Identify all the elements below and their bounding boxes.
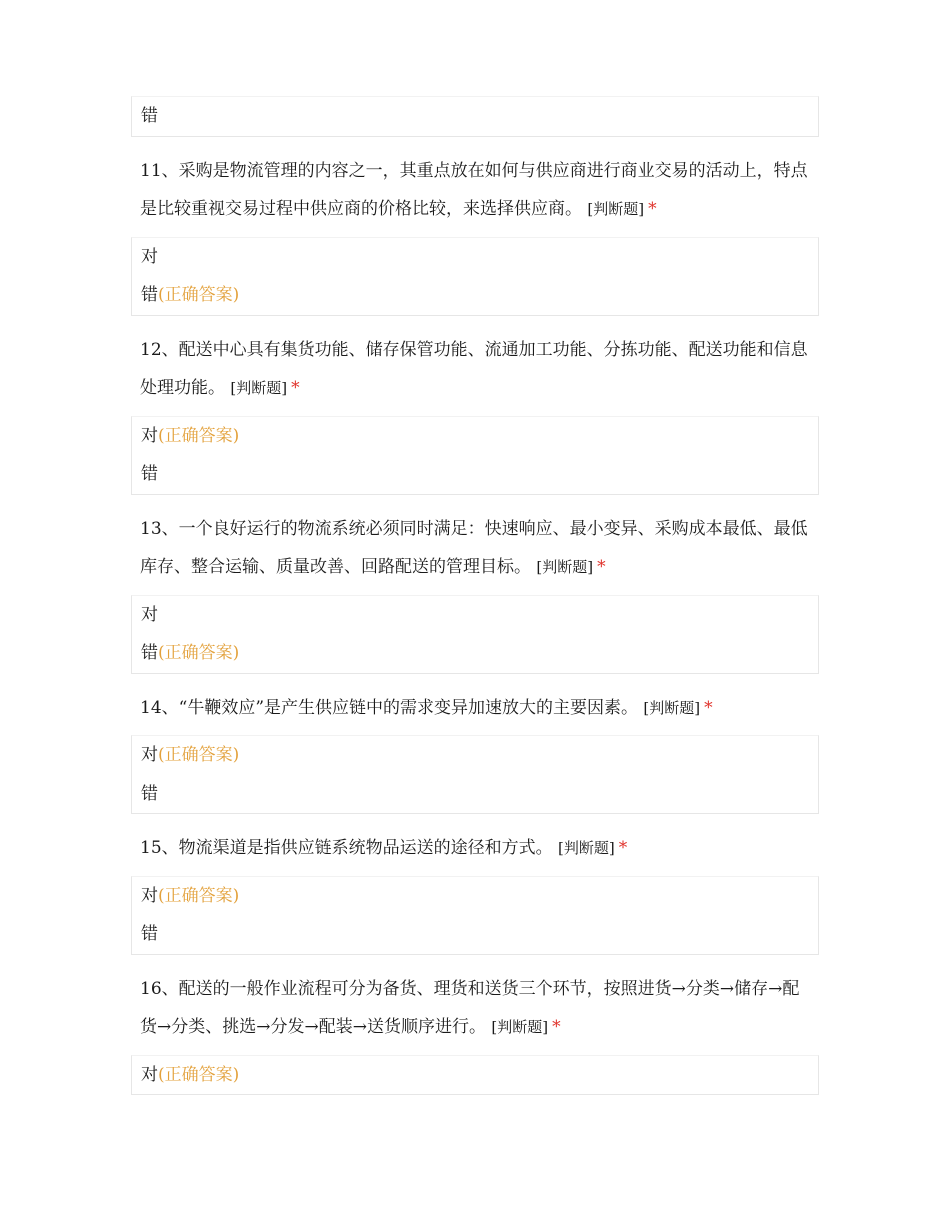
option <box>141 455 818 494</box>
question-text: 15、物流渠道是指供应链系统物品运送的途径和方式。 <box>140 838 553 858</box>
options-box <box>131 416 819 495</box>
question-type-tag: [判断题] <box>587 200 645 218</box>
question-title <box>131 137 811 237</box>
required-star: * <box>618 838 628 858</box>
option <box>141 238 818 277</box>
option-label: 对 <box>141 246 158 267</box>
question-title <box>131 955 811 1055</box>
question-text: 11、采购是物流管理的内容之一，其重点放在如何与供应商进行商业交易的活动上，特点是比较重视交易过程中供应商的价格比较，来选择供应商。 <box>140 160 808 219</box>
option <box>141 1056 818 1095</box>
correct-answer-mark: (正确答案) <box>158 285 240 305</box>
option <box>141 596 818 635</box>
survey-page <box>131 96 819 1095</box>
correct-answer-mark: (正确答案) <box>158 745 240 765</box>
correct-answer-mark: (正确答案) <box>158 643 240 663</box>
required-star: * <box>552 1017 561 1037</box>
question-title <box>131 495 811 595</box>
option <box>141 634 818 673</box>
question-text: 14、“牛鞭效应”是产生供应链中的需求变异加速放大的主要因素。 <box>140 697 639 718</box>
option-label: 错 <box>141 924 158 944</box>
required-star: * <box>597 557 606 577</box>
question-type-tag: [判断题] <box>558 839 615 857</box>
question-text: 16、配送的一般作业流程可分为备货、理货和送货三个环节，按照进货→分类→储存→配货→分类、挑选→分发→配装→送货顺序进行。 <box>140 978 800 1037</box>
question-type-tag: [判断题] <box>230 379 288 397</box>
options-box <box>131 96 819 137</box>
option-label: 对 <box>141 604 158 625</box>
question-title <box>131 674 811 736</box>
options-box <box>131 1055 819 1096</box>
option-label: 错 <box>141 464 158 484</box>
option-label: 对 <box>141 425 158 446</box>
option <box>141 915 818 954</box>
required-star: * <box>704 697 713 718</box>
option <box>141 276 818 315</box>
options-box <box>131 595 819 674</box>
options-box <box>131 876 819 955</box>
question-text: 12、配送中心具有集货功能、储存保管功能、流通加工功能、分拣功能、配送功能和信息处理功能。 <box>140 339 808 398</box>
option <box>141 736 818 775</box>
option <box>141 877 818 916</box>
option <box>141 417 818 456</box>
option-label: 错 <box>141 783 158 804</box>
option-label: 对 <box>141 745 158 765</box>
correct-answer-mark: (正确答案) <box>158 425 240 446</box>
correct-answer-mark: (正确答案) <box>158 1064 240 1085</box>
option-label: 对 <box>141 1064 158 1085</box>
option <box>141 97 818 136</box>
option-label: 对 <box>141 885 158 906</box>
options-box <box>131 735 819 814</box>
options-box <box>131 237 819 316</box>
option-label: 错 <box>141 643 158 663</box>
question-type-tag: [判断题] <box>491 1018 549 1036</box>
question-type-tag: [判断题] <box>536 558 594 576</box>
correct-answer-mark: (正确答案) <box>158 885 240 906</box>
question-type-tag: [判断题] <box>643 698 701 717</box>
question-text: 13、一个良好运行的物流系统必须同时满足：快速响应、最小变异、采购成本最低、最低库存、整合运输、质量改善、回路配送的管理目标。 <box>140 518 808 577</box>
option-label: 错 <box>141 285 158 305</box>
question-title <box>131 316 811 416</box>
question-title <box>131 814 811 876</box>
option <box>141 775 818 814</box>
required-star: * <box>291 378 300 398</box>
option-label: 错 <box>141 106 158 126</box>
required-star: * <box>648 199 657 219</box>
